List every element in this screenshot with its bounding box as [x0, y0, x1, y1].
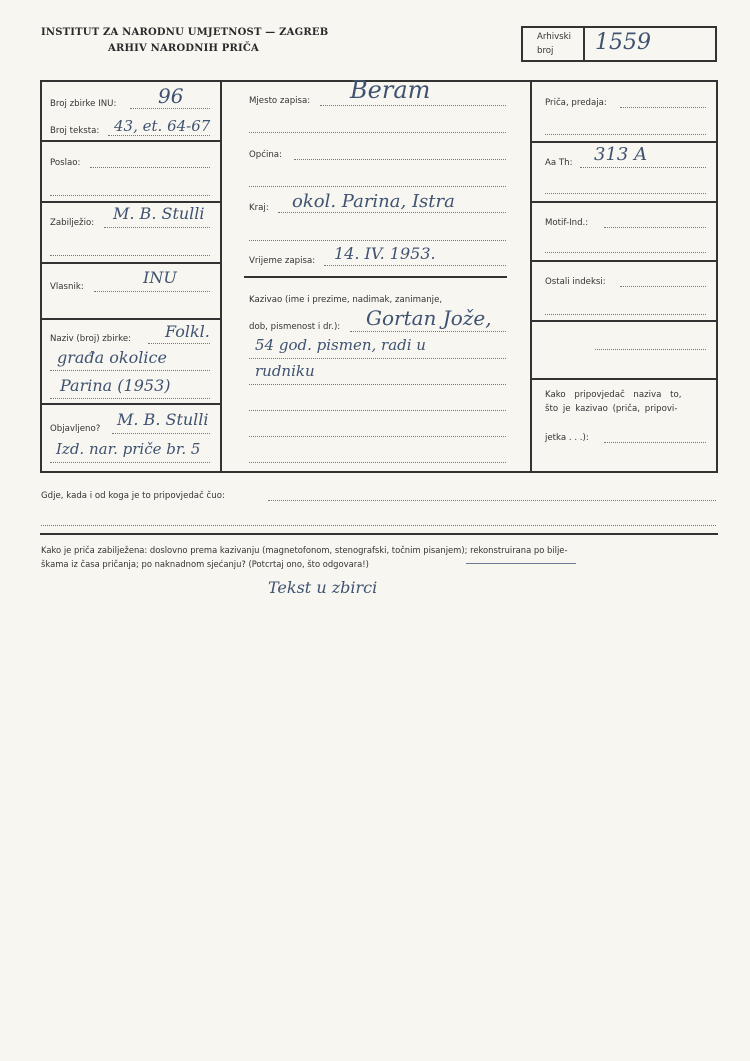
narrator-line-4[interactable]: [249, 410, 506, 411]
place-value: Beram: [350, 76, 431, 104]
left-rule-4: [40, 318, 222, 320]
story-line[interactable]: [620, 107, 706, 108]
recorded-by-label: Zabilježio:: [50, 218, 95, 228]
archive-number-label-2: broj: [537, 46, 554, 56]
recorded-by-value: M. B. Stulli: [113, 204, 205, 223]
other-indexes-line-2[interactable]: [545, 314, 706, 315]
aath-value: 313 A: [594, 144, 648, 165]
municipality-label: Općina:: [249, 150, 282, 160]
published-line-2[interactable]: [50, 462, 210, 463]
collection-name-label: Naziv (broj) zbirke:: [50, 334, 132, 344]
sent-by-line-2[interactable]: [50, 195, 210, 196]
text-number-value: 43, et. 64-67: [114, 117, 211, 135]
recorded-by-line-2[interactable]: [50, 255, 210, 256]
narrator-naming-label-3: jetka . . .):: [545, 433, 589, 443]
left-rule-2: [40, 201, 222, 203]
bottom-rule: [40, 533, 718, 535]
collection-name-line-2[interactable]: [50, 370, 210, 371]
narrator-line-3[interactable]: [249, 384, 506, 385]
collection-number-label: Broj zbirke INU:: [50, 99, 117, 109]
text-number-line[interactable]: [108, 135, 210, 136]
narrator-line-6[interactable]: [249, 462, 506, 463]
region-value: okol. Parina, Istra: [292, 191, 455, 212]
narrator-label-2: dob, pismenost i dr.):: [249, 322, 341, 332]
archive-number-divider: [583, 28, 585, 60]
motif-line-2[interactable]: [545, 252, 706, 253]
narrator-value-1: Gortan Jože,: [366, 306, 492, 330]
story-label: Priča, predaja:: [545, 98, 607, 108]
where-heard-line-2[interactable]: [41, 525, 716, 526]
sent-by-line[interactable]: [90, 167, 210, 168]
narrator-naming-label-2: što je kazivao (priča, pripovi-: [545, 404, 678, 414]
narrator-value-2: 54 god. pismen, radi u: [255, 336, 426, 354]
right-rule-1: [530, 141, 718, 143]
recording-method-value: Tekst u zbirci: [268, 578, 378, 597]
right-rule-5: [530, 378, 718, 380]
other-indexes-label: Ostali indeksi:: [545, 277, 606, 287]
motif-line[interactable]: [604, 227, 706, 228]
region-label: Kraj:: [249, 203, 269, 213]
owner-line[interactable]: [94, 291, 210, 292]
collection-name-line-1[interactable]: [148, 343, 210, 344]
text-number-label: Broj teksta:: [50, 126, 100, 136]
left-rule-1: [40, 140, 222, 142]
right-rule-2: [530, 201, 718, 203]
left-rule-3: [40, 262, 222, 264]
published-label: Objavljeno?: [50, 424, 101, 434]
archive-number-box: [521, 26, 717, 62]
published-value-1: M. B. Stulli: [117, 410, 209, 429]
region-line[interactable]: [278, 212, 506, 213]
motif-label: Motif-Ind.:: [545, 218, 589, 228]
narrator-value-3: rudniku: [255, 362, 315, 380]
left-rule-5: [40, 403, 222, 405]
published-line-1[interactable]: [112, 433, 210, 434]
collection-name-line-3[interactable]: [50, 398, 210, 399]
municipality-line-2[interactable]: [249, 186, 506, 187]
archive-number-label-1: Arhivski: [537, 32, 572, 42]
story-line-2[interactable]: [545, 134, 706, 135]
sent-by-label: Poslao:: [50, 158, 81, 168]
place-line[interactable]: [320, 105, 506, 106]
narrator-line-2[interactable]: [249, 358, 506, 359]
right-rule-3: [530, 260, 718, 262]
collection-name-value-2: građa okolice: [57, 348, 167, 367]
aath-line[interactable]: [580, 167, 706, 168]
time-label: Vrijeme zapisa:: [249, 256, 316, 266]
place-line-2[interactable]: [249, 132, 506, 133]
middle-rule: [244, 276, 507, 278]
where-heard-label: Gdje, kada i od koga je to pripovjedač čuo:: [41, 491, 225, 501]
place-label: Mjesto zapisa:: [249, 96, 311, 106]
municipality-line[interactable]: [294, 159, 506, 160]
archive-title: ARHIV NARODNIH PRIČA: [108, 43, 260, 54]
right-rule-4: [530, 320, 718, 322]
narrator-line-5[interactable]: [249, 436, 506, 437]
other-indexes-line-3[interactable]: [595, 349, 706, 350]
narrator-line-1[interactable]: [350, 331, 506, 332]
time-value: 14. IV. 1953.: [334, 244, 436, 263]
aath-line-2[interactable]: [545, 193, 706, 194]
archive-number-value: 1559: [595, 30, 651, 55]
region-line-2[interactable]: [249, 240, 506, 241]
institute-title: INSTITUT ZA NARODNU UMJETNOST — ZAGREB: [41, 27, 329, 38]
collection-number-line[interactable]: [130, 108, 210, 109]
time-line[interactable]: [324, 265, 506, 266]
recorded-by-line[interactable]: [104, 227, 210, 228]
owner-value: INU: [143, 268, 177, 287]
owner-label: Vlasnik:: [50, 282, 84, 292]
handwritten-underline: [466, 563, 576, 564]
narrator-naming-line[interactable]: [604, 442, 706, 443]
collection-name-value-3: Parina (1953): [60, 376, 171, 395]
where-heard-line-1[interactable]: [268, 500, 716, 501]
collection-name-value-1: Folkl.: [165, 322, 210, 341]
recording-method-line-2: škama iz časa pričanja; po naknadnom sjećanju? (Potcrtaj ono, što odgovara!): [41, 559, 369, 569]
collection-number-value: 96: [158, 84, 184, 108]
recording-method-line-1: Kako je priča zabilježena: doslovno prema kazivanju (magnetofonom, stenografski, točnim pisanjem); rekonstruirana po bilje-: [41, 545, 568, 555]
other-indexes-line[interactable]: [620, 286, 706, 287]
published-value-2: Izd. nar. priče br. 5: [56, 440, 201, 458]
narrator-naming-label-1: Kako pripovjedač naziva to,: [545, 390, 682, 400]
aath-label: Aa Th:: [545, 158, 573, 168]
narrator-label-1: Kazivao (ime i prezime, nadimak, zanimanje,: [249, 295, 443, 305]
